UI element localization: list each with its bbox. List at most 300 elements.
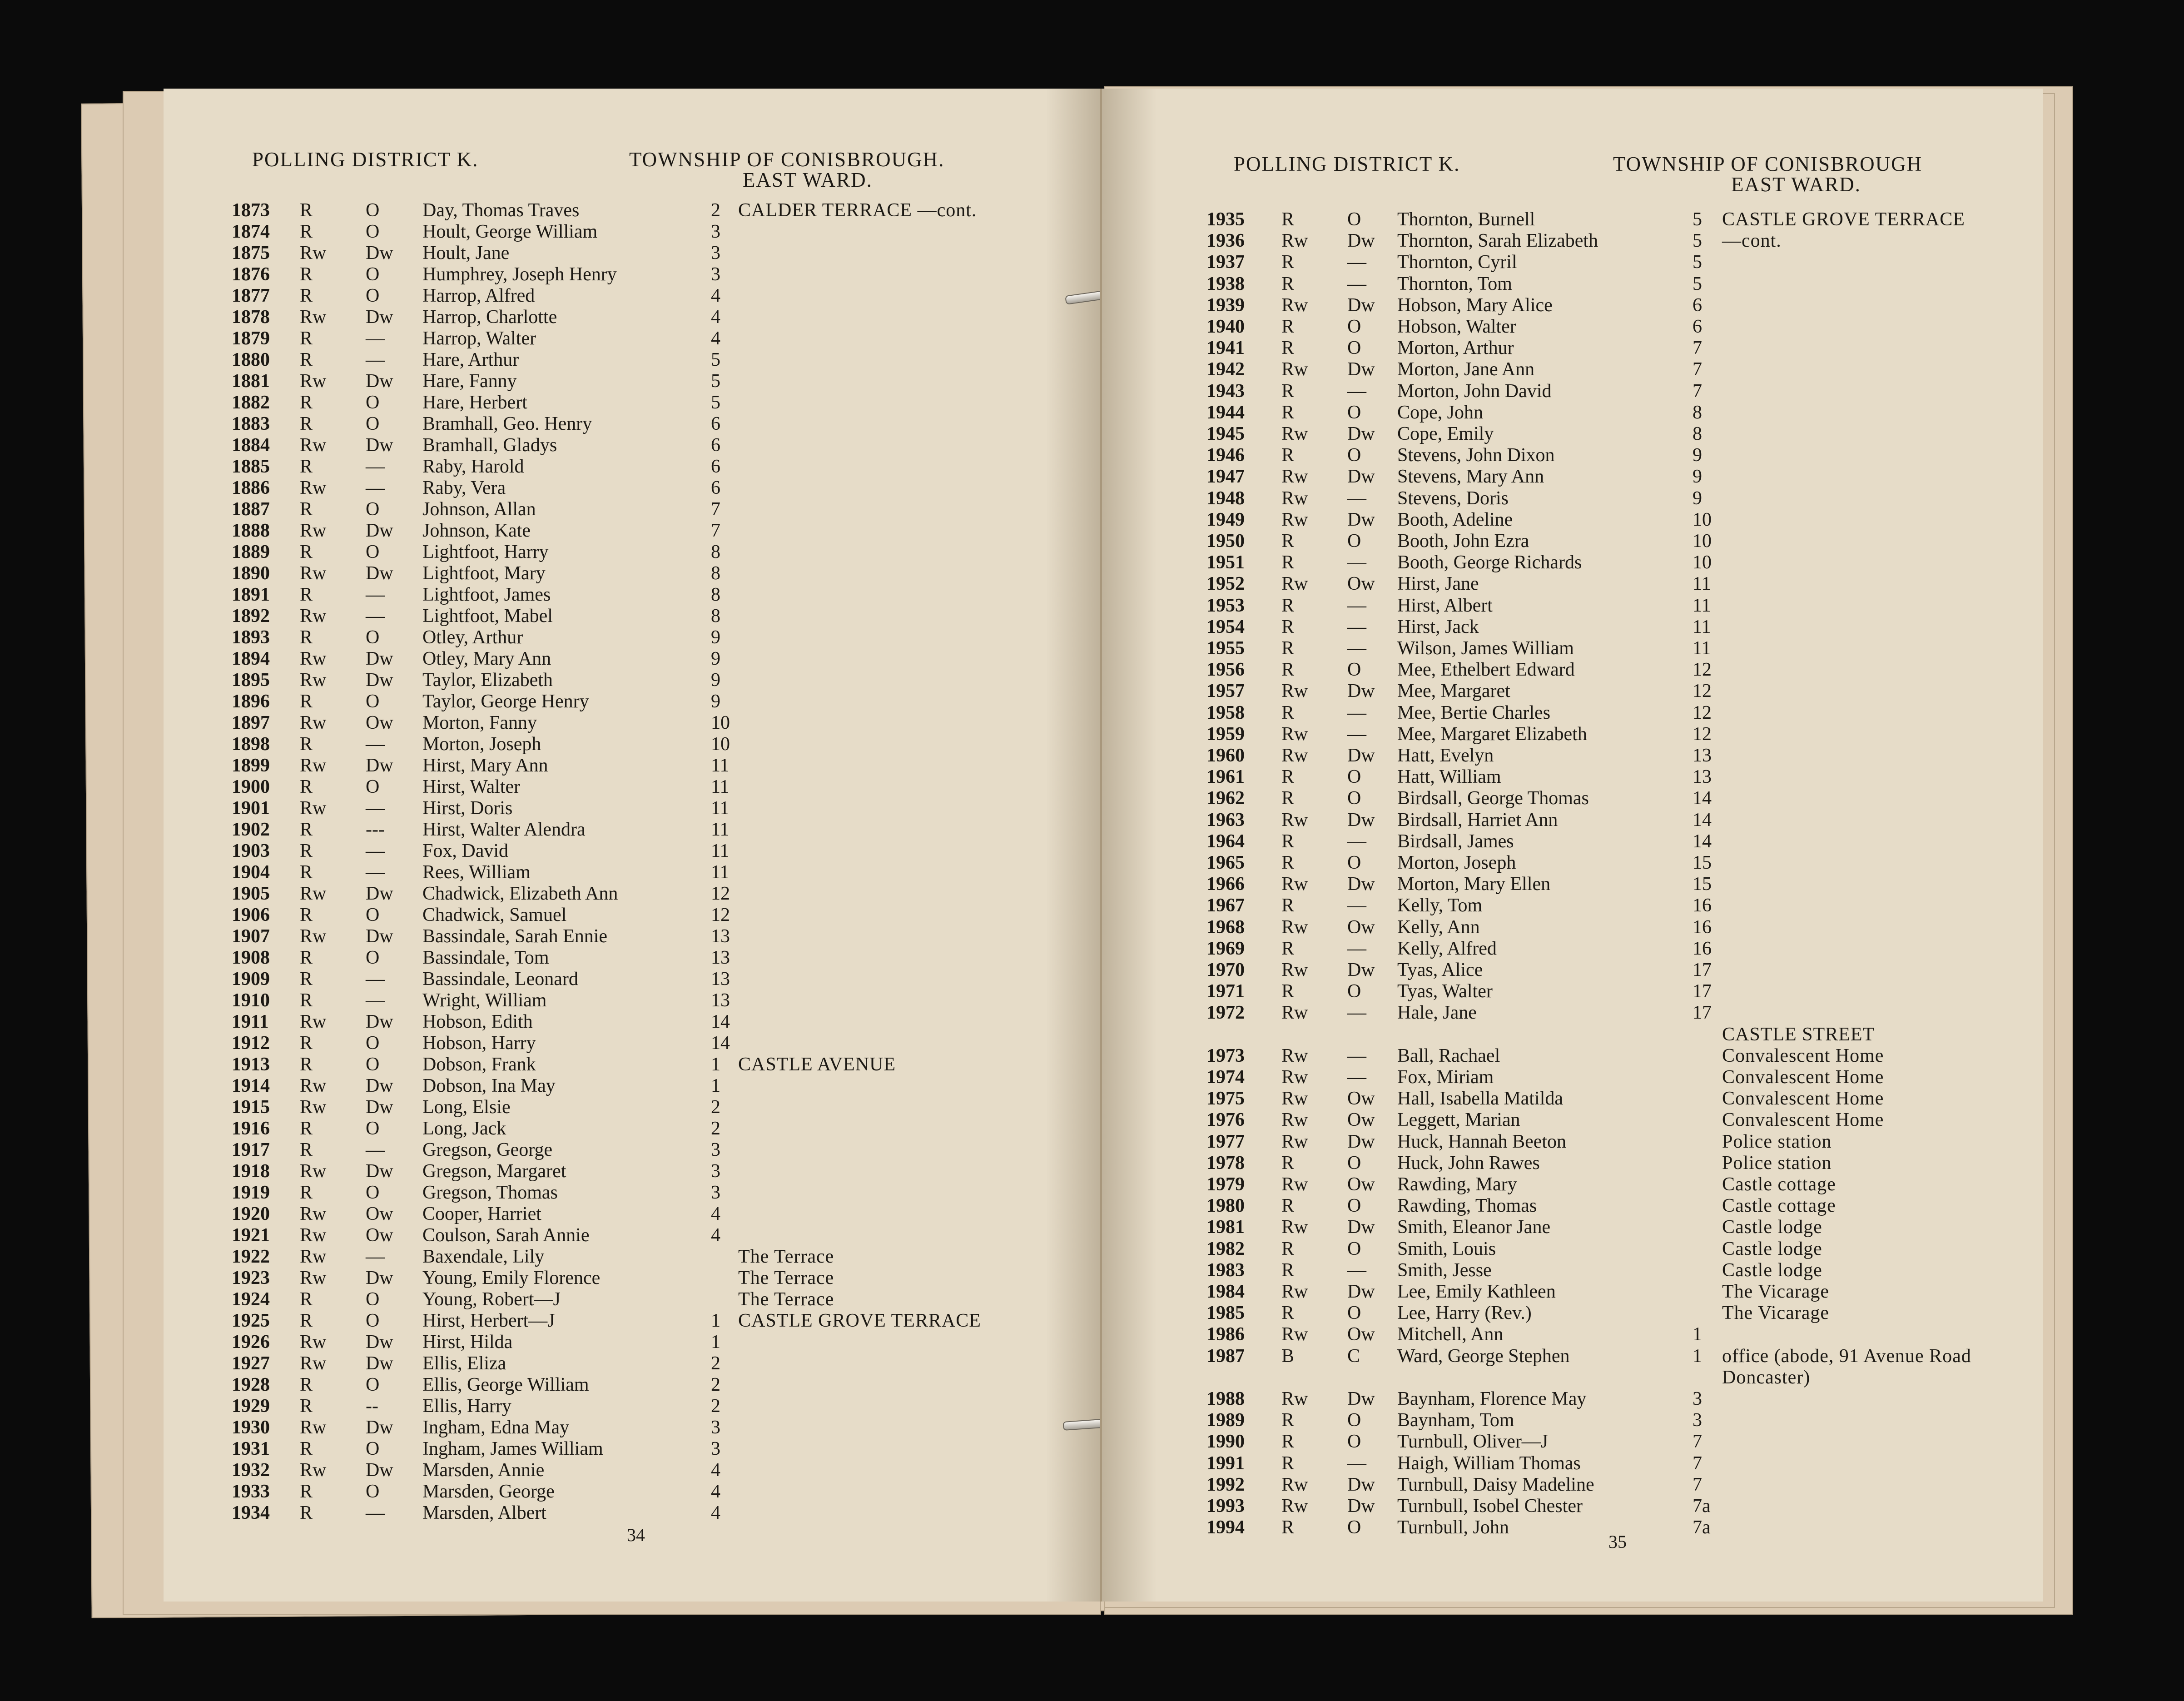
register-entry [1102, 1174, 2043, 1195]
elector-name: Otley, Arthur [422, 627, 523, 648]
qualification-code: Rw [1281, 359, 1308, 380]
jury-code: — [1347, 380, 1366, 402]
register-entry [164, 776, 1100, 797]
register-entry [1102, 488, 2043, 509]
register-entry [164, 1374, 1100, 1395]
qualification-code: Rw [300, 1097, 327, 1118]
house-number: 9 [711, 627, 720, 648]
qualification-code: R [300, 1502, 313, 1523]
house-number: 3 [1693, 1410, 1702, 1431]
qualification-code: R [300, 1054, 313, 1075]
register-entry [1102, 230, 2043, 251]
register-entry [164, 307, 1100, 328]
elector-name: Morton, Jane Ann [1397, 359, 1535, 380]
register-entry [1102, 960, 2043, 980]
elector-name: Smith, Jesse [1397, 1259, 1492, 1281]
house-number: 12 [1693, 723, 1712, 745]
elector-number: 1951 [1206, 552, 1245, 573]
qualification-code: Rw [300, 926, 327, 947]
register-entry [1102, 831, 2043, 852]
jury-code: Ow [366, 1225, 393, 1246]
jury-code: O [366, 264, 380, 285]
register-entry [164, 969, 1100, 990]
house-number: 5 [711, 349, 720, 370]
house-number: 3 [1693, 1388, 1702, 1409]
street-name: Castle cottage [1722, 1174, 1836, 1195]
elector-number: 1930 [232, 1417, 270, 1438]
qualification-code: Rw [300, 435, 327, 456]
register-entry [1102, 681, 2043, 701]
qualification-code: Rw [300, 606, 327, 627]
house-number: 7 [1693, 1452, 1702, 1474]
qualification-code: R [1281, 380, 1295, 402]
elector-name: Birdsall, James [1397, 831, 1514, 852]
street-name: Castle cottage [1722, 1195, 1836, 1217]
elector-number: 1977 [1206, 1131, 1245, 1152]
jury-code: O [366, 1118, 380, 1139]
district-heading: POLLING DISTRICT K. [252, 148, 479, 171]
elector-number: 1920 [232, 1204, 270, 1224]
elector-name: Harrop, Walter [422, 328, 536, 349]
elector-name: Mee, Ethelbert Edward [1397, 659, 1575, 681]
elector-name: Tyas, Alice [1397, 960, 1483, 980]
jury-code: O [366, 413, 380, 434]
street-name: The Vicarage [1722, 1303, 1830, 1324]
house-number: 11 [1693, 638, 1711, 659]
register-entry [1102, 274, 2043, 294]
jury-code: O [1347, 531, 1361, 552]
right-page [1101, 89, 2043, 1602]
register-entry [1102, 445, 2043, 466]
elector-number: 1900 [232, 776, 270, 797]
qualification-code: R [300, 627, 313, 648]
elector-number: 1926 [232, 1332, 270, 1353]
street-name: Convalescent Home [1722, 1109, 1884, 1131]
elector-name: Hatt, William [1397, 766, 1501, 788]
elector-name: Hobson, Harry [422, 1033, 536, 1054]
register-entry [1102, 874, 2043, 895]
elector-number: 1917 [232, 1139, 270, 1160]
jury-code: O [1347, 659, 1361, 681]
elector-number: 1941 [1206, 338, 1245, 359]
jury-code: O [1347, 445, 1361, 466]
qualification-code: R [1281, 895, 1295, 916]
qualification-code: Rw [1281, 1109, 1308, 1131]
qualification-code: R [1281, 252, 1295, 273]
register-entry [164, 1118, 1100, 1139]
elector-number: 1932 [232, 1460, 270, 1481]
elector-number: 1912 [232, 1033, 270, 1054]
register-entry [164, 1182, 1100, 1203]
ward-heading: EAST WARD. [1731, 173, 1861, 196]
jury-code: — [366, 862, 385, 883]
elector-name: Mee, Margaret [1397, 681, 1510, 702]
qualification-code: Rw [300, 307, 327, 328]
elector-number: 1958 [1206, 702, 1245, 723]
house-number: 9 [1693, 466, 1702, 487]
qualification-code: Rw [1281, 723, 1308, 745]
qualification-code: R [1281, 981, 1295, 1002]
elector-name: Stevens, John Dixon [1397, 445, 1555, 466]
house-number: 1 [1693, 1345, 1702, 1367]
qualification-code: R [1281, 552, 1295, 573]
qualification-code: R [1281, 852, 1295, 873]
register-entry [1102, 252, 2043, 273]
jury-code: — [1347, 552, 1366, 573]
qualification-code: R [1281, 1152, 1295, 1174]
elector-number: 1962 [1206, 788, 1245, 809]
elector-number: 1928 [232, 1374, 270, 1395]
elector-number: 1947 [1206, 466, 1245, 487]
elector-name: Ellis, Eliza [422, 1353, 506, 1374]
register-entry [164, 1161, 1100, 1182]
jury-code: — [1347, 1067, 1366, 1088]
house-number: 3 [711, 264, 720, 285]
elector-name: Ellis, George William [422, 1374, 589, 1395]
elector-number: 1936 [1206, 230, 1245, 252]
register-entry [1102, 1367, 2043, 1388]
house-number: 14 [1693, 831, 1712, 852]
jury-code: — [366, 734, 385, 755]
register-entry [164, 1396, 1100, 1417]
house-number: 9 [1693, 487, 1702, 509]
elector-number: 1901 [232, 798, 270, 819]
qualification-code: R [1281, 788, 1295, 809]
elector-number: 1991 [1206, 1452, 1245, 1474]
house-number: 6 [711, 435, 720, 456]
house-number: 16 [1693, 895, 1712, 916]
qualification-code: R [300, 542, 313, 562]
register-entry [164, 1417, 1100, 1438]
register-entry [164, 841, 1100, 861]
register-entry [164, 1033, 1100, 1054]
qualification-code: Rw [1281, 423, 1308, 444]
qualification-code: R [1281, 316, 1295, 337]
house-number: 12 [711, 905, 730, 925]
register-entry [1102, 423, 2043, 444]
street-name: Doncaster) [1722, 1367, 1811, 1388]
qualification-code: Rw [300, 1011, 327, 1032]
house-number: 7 [1693, 1474, 1702, 1495]
elector-number: 1975 [1206, 1088, 1245, 1109]
elector-name: Rawding, Mary [1397, 1174, 1517, 1195]
elector-number: 1915 [232, 1097, 270, 1118]
house-number: 8 [711, 542, 720, 562]
qualification-code: Rw [1281, 294, 1308, 316]
elector-name: Hare, Herbert [422, 392, 527, 413]
jury-code: — [366, 606, 385, 627]
jury-code: Dw [1347, 874, 1375, 895]
qualification-code: Rw [1281, 1281, 1308, 1302]
elector-name: Morton, Arthur [1397, 338, 1514, 359]
elector-name: Smith, Eleanor Jane [1397, 1217, 1551, 1238]
jury-code: O [1347, 1410, 1361, 1431]
elector-number: 1876 [232, 264, 270, 285]
jury-code: O [366, 691, 380, 712]
elector-number: 1906 [232, 905, 270, 925]
elector-number: 1964 [1206, 831, 1245, 852]
jury-code: Dw [366, 435, 393, 456]
house-number: 8 [1693, 423, 1702, 444]
street-name: Police station [1722, 1131, 1832, 1152]
house-number: 7 [711, 499, 720, 520]
house-number: 12 [1693, 702, 1712, 723]
elector-name: Ellis, Harry [422, 1396, 511, 1417]
elector-number: 1884 [232, 435, 270, 456]
qualification-code: Rw [1281, 916, 1308, 938]
elector-number: 1982 [1206, 1238, 1245, 1259]
jury-code: O [366, 947, 380, 968]
elector-number: 1969 [1206, 938, 1245, 959]
house-number: 7 [711, 520, 720, 541]
register-entry [164, 798, 1100, 819]
elector-number: 1885 [232, 456, 270, 477]
register-entry [1102, 1238, 2043, 1259]
house-number: 6 [1693, 294, 1702, 316]
qualification-code: Rw [300, 883, 327, 904]
elector-name: Lightfoot, Mabel [422, 606, 553, 627]
elector-name: Hobson, Edith [422, 1011, 533, 1032]
elector-name: Mitchell, Ann [1397, 1324, 1504, 1345]
house-number: 4 [711, 1502, 720, 1523]
register-entry [1102, 917, 2043, 938]
qualification-code: R [300, 221, 313, 242]
jury-code: — [366, 584, 385, 605]
elector-name: Ball, Rachael [1397, 1045, 1500, 1066]
house-number: 2 [711, 200, 720, 221]
street-name: Convalescent Home [1722, 1088, 1884, 1109]
elector-name: Morton, Joseph [1397, 852, 1516, 873]
elector-name: Bramhall, Gladys [422, 435, 557, 456]
house-number: 11 [1693, 573, 1711, 595]
register-entry [164, 670, 1100, 691]
elector-number: 1983 [1206, 1259, 1245, 1281]
street-name: —cont. [1722, 230, 1782, 252]
qualification-code: R [1281, 1431, 1295, 1452]
township-heading: TOWNSHIP OF CONISBROUGH [1613, 153, 1923, 175]
qualification-code: Rw [1281, 745, 1308, 766]
register-entry [164, 1289, 1100, 1310]
elector-number: 1954 [1206, 616, 1245, 637]
elector-number: 1899 [232, 755, 270, 776]
page-number: 35 [1608, 1532, 1627, 1552]
jury-code: O [366, 1481, 380, 1502]
qualification-code: R [300, 1182, 313, 1203]
elector-number: 1937 [1206, 252, 1245, 273]
register-entry [1102, 338, 2043, 358]
jury-code: O [366, 905, 380, 925]
jury-code: — [1347, 1452, 1366, 1474]
jury-code: Dw [1347, 681, 1375, 702]
jury-code: O [366, 285, 380, 306]
house-number: 10 [711, 712, 730, 733]
register-entry [1102, 1195, 2043, 1216]
ward-heading: EAST WARD. [743, 169, 873, 191]
jury-code: Dw [366, 307, 393, 328]
register-entry [1102, 1388, 2043, 1409]
qualification-code: R [300, 1118, 313, 1139]
elector-number: 1889 [232, 542, 270, 562]
house-number: 6 [711, 456, 720, 477]
house-number: 16 [1693, 938, 1712, 959]
house-number: 10 [1693, 531, 1712, 552]
jury-code: Dw [1347, 809, 1375, 831]
house-number: 13 [1693, 766, 1712, 788]
house-number: 14 [711, 1011, 730, 1032]
qualification-code: R [300, 413, 313, 434]
house-number: 17 [1693, 1002, 1712, 1024]
jury-code: Dw [1347, 1474, 1375, 1495]
elector-name: Johnson, Allan [422, 499, 536, 520]
house-number: 1 [711, 1310, 720, 1331]
house-number: 13 [711, 969, 730, 990]
jury-code: O [1347, 766, 1361, 788]
register-entry [164, 1268, 1100, 1288]
house-number: 4 [711, 1225, 720, 1246]
jury-code: — [366, 990, 385, 1011]
house-number: 17 [1693, 981, 1712, 1002]
elector-number: 1898 [232, 734, 270, 755]
qualification-code: R [300, 392, 313, 413]
register-entry [1102, 1260, 2043, 1281]
elector-number: 1933 [232, 1481, 270, 1502]
register-entry [164, 392, 1100, 413]
elector-number: 1904 [232, 862, 270, 883]
elector-number: 1910 [232, 990, 270, 1011]
elector-number: 1992 [1206, 1474, 1245, 1495]
elector-name: Hirst, Hilda [422, 1332, 513, 1353]
qualification-code: R [300, 200, 313, 221]
qualification-code: Rw [1281, 487, 1308, 509]
register-entry [1102, 852, 2043, 873]
jury-code: O [366, 776, 380, 797]
elector-name: Huck, Hannah Beeton [1397, 1131, 1567, 1152]
qualification-code: R [1281, 1517, 1295, 1538]
jury-code: — [1347, 616, 1366, 637]
street-name: CALDER TERRACE —cont. [738, 200, 977, 221]
register-entry [1102, 316, 2043, 337]
elector-number: 1913 [232, 1054, 270, 1075]
register-entry [164, 606, 1100, 627]
jury-code: Dw [1347, 1496, 1375, 1517]
register-entry [164, 712, 1100, 733]
jury-code: O [366, 1054, 380, 1075]
elector-name: Chadwick, Elizabeth Ann [422, 883, 618, 904]
jury-code: — [366, 969, 385, 990]
house-number: 1 [1693, 1324, 1702, 1345]
register-entry [164, 905, 1100, 925]
elector-name: Smith, Louis [1397, 1238, 1496, 1259]
elector-name: Ingham, Edna May [422, 1417, 570, 1438]
jury-code: O [1347, 316, 1361, 337]
qualification-code: R [300, 969, 313, 990]
house-number: 12 [1693, 681, 1712, 702]
elector-number: 1973 [1206, 1045, 1245, 1066]
elector-number: 1905 [232, 883, 270, 904]
qualification-code: R [1281, 209, 1295, 230]
jury-code: — [1347, 895, 1366, 916]
elector-name: Baxendale, Lily [422, 1246, 545, 1267]
elector-name: Mee, Margaret Elizabeth [1397, 723, 1587, 745]
register-entry [1102, 1024, 2043, 1045]
elector-number: 1966 [1206, 874, 1245, 895]
house-number: 1 [711, 1332, 720, 1353]
elector-name: Hirst, Walter [422, 776, 521, 797]
jury-code: Dw [366, 1460, 393, 1481]
register-entry [164, 648, 1100, 669]
house-number: 12 [711, 883, 730, 904]
qualification-code: R [300, 285, 313, 306]
register-entry [164, 520, 1100, 541]
qualification-code: Rw [1281, 1131, 1308, 1152]
qualification-code: Rw [1281, 1002, 1308, 1024]
jury-code: Ow [1347, 1088, 1375, 1109]
register-entry [1102, 1346, 2043, 1367]
jury-code: — [1347, 702, 1366, 723]
street-name: The Vicarage [1722, 1281, 1830, 1302]
elector-name: Hall, Isabella Matilda [1397, 1088, 1564, 1109]
register-entry [164, 819, 1100, 840]
elector-name: Bassindale, Tom [422, 947, 549, 968]
house-number: 7a [1693, 1496, 1711, 1517]
register-entry [1102, 1453, 2043, 1474]
elector-name: Hirst, Walter Alendra [422, 819, 586, 840]
elector-number: 1952 [1206, 573, 1245, 595]
elector-number: 1990 [1206, 1431, 1245, 1452]
elector-name: Marsden, George [422, 1481, 555, 1502]
register-entry [1102, 573, 2043, 594]
jury-code: --- [366, 819, 385, 840]
elector-number: 1955 [1206, 638, 1245, 659]
qualification-code: R [300, 1374, 313, 1395]
street-name: CASTLE GROVE TERRACE [1722, 209, 1965, 230]
register-entry [1102, 1281, 2043, 1302]
jury-code: Dw [1347, 1131, 1375, 1152]
house-number: 6 [711, 413, 720, 434]
house-number: 3 [711, 1438, 720, 1459]
house-number: 4 [711, 307, 720, 328]
elector-name: Booth, John Ezra [1397, 531, 1529, 552]
elector-name: Lightfoot, James [422, 584, 551, 605]
register-entry [164, 285, 1100, 306]
register-entry [1102, 895, 2043, 916]
elector-number: 1881 [232, 371, 270, 392]
jury-code: O [1347, 1303, 1361, 1324]
elector-number: 1880 [232, 349, 270, 370]
elector-name: Lee, Emily Kathleen [1397, 1281, 1556, 1302]
elector-number: 1902 [232, 819, 270, 840]
register-entry [1102, 1410, 2043, 1431]
qualification-code: R [1281, 616, 1295, 637]
jury-code: — [366, 1139, 385, 1160]
qualification-code: Rw [1281, 1067, 1308, 1088]
elector-number: 1916 [232, 1118, 270, 1139]
elector-number: 1979 [1206, 1174, 1245, 1195]
register-entry [1102, 638, 2043, 659]
house-number: 9 [711, 670, 720, 691]
register-entry [164, 456, 1100, 477]
elector-name: Raby, Vera [422, 477, 506, 498]
qualification-code: R [1281, 1195, 1295, 1217]
jury-code: Dw [1347, 1388, 1375, 1409]
house-number: 13 [711, 990, 730, 1011]
elector-name: Hare, Arthur [422, 349, 519, 370]
jury-code: — [366, 477, 385, 498]
elector-name: Lee, Harry (Rev.) [1397, 1303, 1532, 1324]
elector-name: Hare, Fanny [422, 371, 517, 392]
elector-number: 1984 [1206, 1281, 1245, 1302]
register-entry [164, 1246, 1100, 1267]
